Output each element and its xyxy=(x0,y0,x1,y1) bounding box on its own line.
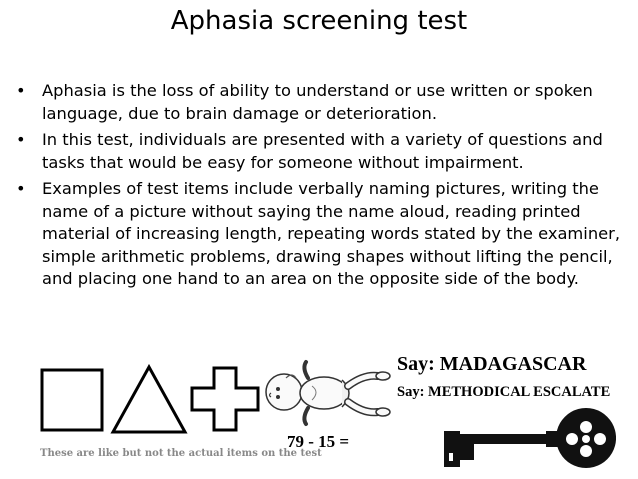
say-methodical-escalate-text: Say: METHODICAL ESCALATE xyxy=(397,384,611,400)
bullet-marker: • xyxy=(16,130,26,149)
bullet-marker: • xyxy=(16,179,26,198)
cross-icon xyxy=(190,366,260,432)
arithmetic-problem: 79 - 15 = xyxy=(287,432,350,451)
bullet-text: Examples of test items include verbally naming pictures, writing the name of a picture without saying the name aloud, reading printed material of increasing length, repeating words stated by the examiner, simple arithmetic problems, drawing shapes without lifting the pencil, and placing one hand to an area on the opposite side of the body. xyxy=(42,179,621,288)
bullet-item xyxy=(16,129,628,174)
figure-caption: These are like but not the actual items on the test xyxy=(40,448,322,459)
bullet-list xyxy=(16,80,628,295)
bullet-text: In this test, individuals are presented with a variety of questions and tasks that would be easy for someone without impairment. xyxy=(42,130,603,172)
slide-title: Aphasia screening test xyxy=(170,6,468,36)
square-icon xyxy=(40,368,104,432)
bullet-text: Aphasia is the loss of ability to understand or use written or spoken language, due to brain damage or deterioration. xyxy=(42,81,593,123)
bullet-item xyxy=(16,80,628,125)
bullet-item xyxy=(16,178,628,291)
say-madagascar-text: Say: MADAGASCAR xyxy=(397,353,587,375)
bullet-marker: • xyxy=(16,81,26,100)
baby-icon xyxy=(262,356,396,428)
triangle-icon xyxy=(110,364,188,436)
key-icon xyxy=(436,403,616,473)
